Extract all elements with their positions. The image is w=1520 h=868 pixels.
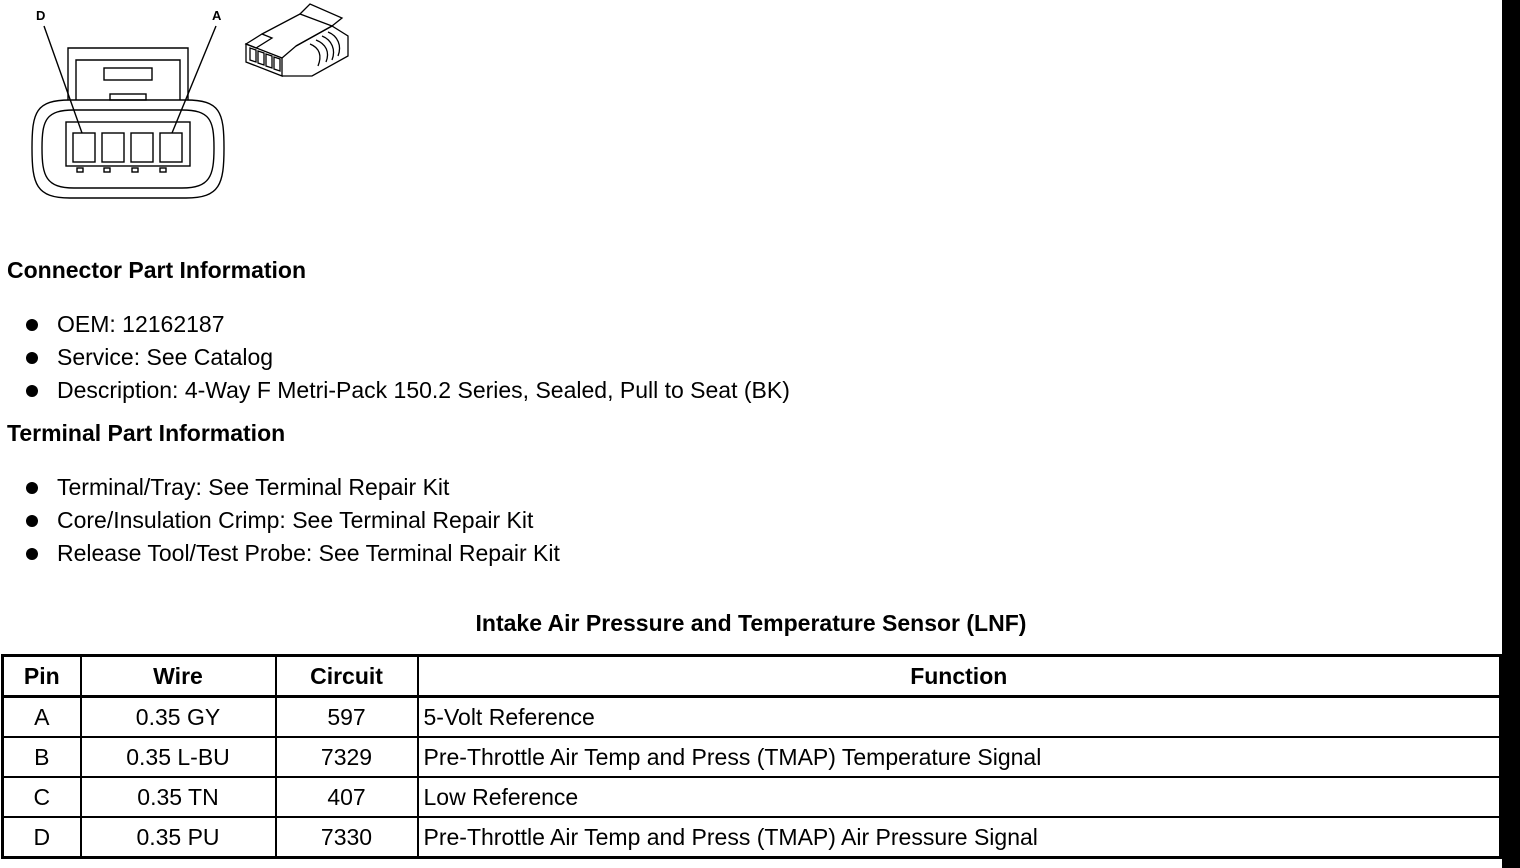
table-row — [3, 777, 1501, 817]
cell-function: Pre-Throttle Air Temp and Press (TMAP) Temperature Signal — [418, 737, 1501, 777]
table-row — [3, 737, 1501, 777]
right-border-bar — [1502, 0, 1520, 868]
cavity-a — [160, 133, 182, 162]
bullet-icon — [26, 482, 38, 494]
cell-wire: 0.35 L-BU — [81, 737, 276, 777]
cell-wire: 0.35 TN — [81, 777, 276, 817]
table-row — [3, 697, 1501, 738]
cell-function: Pre-Throttle Air Temp and Press (TMAP) Air Pressure Signal — [418, 817, 1501, 858]
pin-label-d: D — [36, 8, 46, 23]
cell-circuit: 7330 — [276, 817, 418, 858]
list-item: Core/Insulation Crimp: See Terminal Repair Kit — [0, 504, 560, 537]
cell-pin: D — [3, 817, 81, 858]
cell-wire: 0.35 GY — [81, 697, 276, 738]
bullet-icon — [26, 548, 38, 560]
table-header-row — [3, 656, 1501, 697]
list-item: Description: 4-Way F Metri-Pack 150.2 Series, Sealed, Pull to Seat (BK) — [0, 374, 790, 407]
list-item: Service: See Catalog — [0, 341, 790, 374]
table-row — [3, 817, 1501, 858]
header-wire: Wire — [81, 656, 276, 697]
list-item: OEM: 12162187 — [0, 308, 790, 341]
pin-table-title: Intake Air Pressure and Temperature Sensor (LNF) — [475, 610, 1027, 636]
bullet-icon — [26, 515, 38, 527]
list-item: Release Tool/Test Probe: See Terminal Repair Kit — [0, 537, 560, 570]
cell-pin: C — [3, 777, 81, 817]
cavity-c — [102, 133, 124, 162]
bullet-icon — [26, 352, 38, 364]
cell-circuit: 407 — [276, 777, 418, 817]
pin-table — [1, 654, 1502, 859]
cell-circuit: 7329 — [276, 737, 418, 777]
cell-function: Low Reference — [418, 777, 1501, 817]
connector-part-info-list — [0, 308, 790, 407]
cell-pin: B — [3, 737, 81, 777]
cell-function: 5-Volt Reference — [418, 697, 1501, 738]
cell-pin: A — [3, 697, 81, 738]
pin-label-a: A — [212, 8, 222, 23]
connector-part-info-heading: Connector Part Information — [7, 257, 307, 283]
header-function: Function — [418, 656, 1501, 697]
connector-isometric — [246, 4, 348, 76]
connector-latch — [68, 48, 188, 100]
cell-wire: 0.35 PU — [81, 817, 276, 858]
terminal-part-info-heading: Terminal Part Information — [7, 420, 286, 446]
cavity-d — [73, 133, 95, 162]
header-circuit: Circuit — [276, 656, 418, 697]
list-item: Terminal/Tray: See Terminal Repair Kit — [0, 471, 560, 504]
bullet-icon — [26, 319, 38, 331]
connector-outline — [32, 100, 224, 198]
header-pin: Pin — [3, 656, 81, 697]
terminal-part-info-list — [0, 471, 560, 570]
cell-circuit: 597 — [276, 697, 418, 738]
cavity-b — [131, 133, 153, 162]
connector-diagram — [0, 0, 380, 210]
bullet-icon — [26, 385, 38, 397]
